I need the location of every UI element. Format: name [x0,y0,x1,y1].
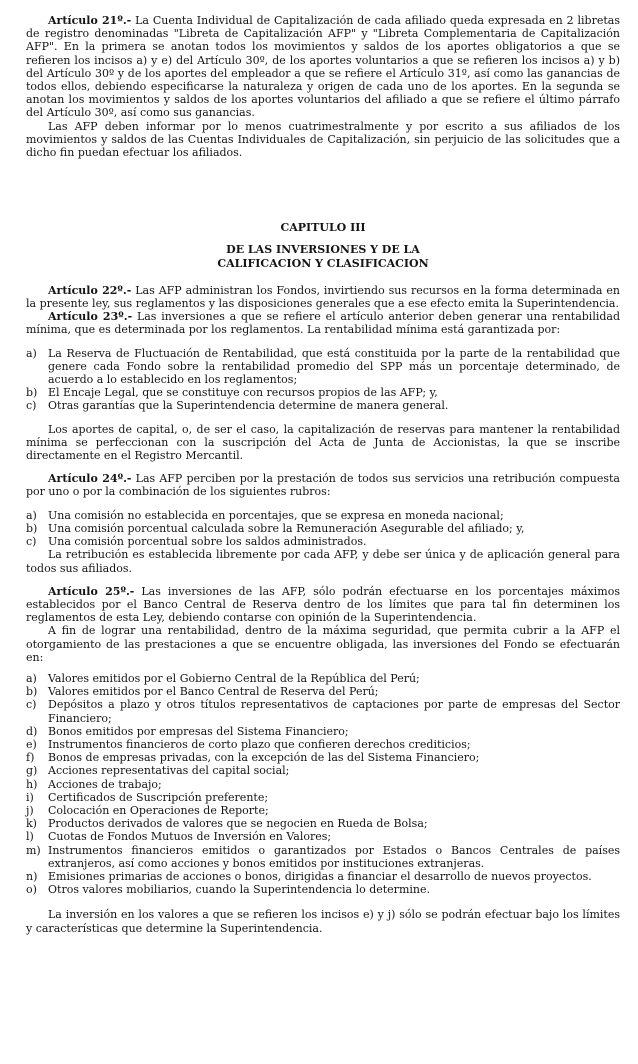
article-23-heading: Artículo 23º.- [48,310,133,324]
article-22-text: Las AFP administran los Fondos, invirtiendo sus recursos en la forma determinada en la presente ley, sus reglamentos y las disposiciones generales que a ese efecto emita la Superintendencia. [26,283,621,311]
article-24-paragraph [26,472,620,498]
article-23-list [26,347,620,413]
article-24-text: Las AFP perciben por la prestación de todos sus servicios una retribución compuesta por uno o por la combinación de los siguientes rubros: [26,472,620,499]
list-item: f) Bonos de empresas privadas, con la excepción de las del Sistema Financiero; [26,751,480,765]
list-item: i) Certificados de Suscripción preferente; [26,790,269,804]
list-item: m) Instrumentos financieros emitidos o garantizados por Estados o Bancos Centrales de países extranjeros, así como acciones y bonos emitidos por instituciones extranjeras. [26,843,620,870]
list-item: e) Instrumentos financieros de corto plazo que confieren derechos crediticios; [26,737,471,751]
article-25-paragraph [26,585,620,625]
list-item: d) Bonos emitidos por empresas del Sistema Financiero; [26,724,349,738]
list-item: n) Emisiones primarias de acciones o bonos, dirigidas a financiar el desarrollo de nuevos proyectos. [26,869,592,883]
list-item: c) Una comisión porcentual sobre los saldos administrados. [26,535,367,549]
list-item: j) Colocación en Operaciones de Reporte; [26,803,269,817]
list-item: b) El Encaje Legal, que se constituye con recursos propios de las AFP; y, [26,386,438,400]
list-item: c) Depósitos a plazo y otros títulos representativos de captaciones por parte de empresas del Sector Financiero; [26,698,620,725]
article-23-paragraph [26,310,620,336]
article-25-text: Las inversiones de las AFP, sólo podrán efectuarse en los porcentajes máximos establecidos por el Banco Central de Reserva dentro de los límites que para tal fin determinen los reglamentos de esta Ley, debiendo contarse con opinión de la Superintendencia. [26,584,620,625]
article-22-heading: Artículo 22º.- [48,283,132,297]
list-item: k) Productos derivados de valores que se negocien en Rueda de Bolsa; [26,817,428,831]
article-25-paragraph-2: A fin de lograr una rentabilidad, dentro de la máxima seguridad, que permita cubrir a la AFP el otorgamiento de las prestaciones a que se encuentre obligada, las inversiones del Fondo se efectuarán en: [26,624,620,664]
list-item: a) Valores emitidos por el Gobierno Central de la República del Perú; [26,671,420,685]
article-21-paragraph-2: Las AFP deben informar por lo menos cuatrimestralmente y por escrito a sus afiliados de los movimientos y saldos de las Cuentas Individuales de Capitalización, sin perjuicio de las solicitudes que a dicho fin puedan efectuar los afiliados. [26,119,620,160]
list-item: b) Valores emitidos por el Banco Central de Reserva del Perú; [26,685,379,699]
article-25-heading: Artículo 25º.- [48,584,135,598]
article-21-paragraph [26,14,620,120]
article-22-paragraph [26,284,620,310]
chapter-title-line-2: CALIFICACION Y CLASIFICACION [217,256,429,270]
article-25-closing: La inversión en los valores a que se refieren los incisos e) y j) sólo se podrán efectuar bajo los límites y características que determine la Superintendencia. [26,908,620,935]
list-item: g) Acciones representativas del capital social; [26,764,290,778]
article-24-heading: Artículo 24º.- [48,472,132,486]
article-24-list [26,509,620,549]
article-23-text: Las inversiones a que se refiere el artículo anterior deben generar una rentabilidad mínima, que es determinada por los reglamentos. La rentabilidad mínima está garantizada por: [26,310,620,337]
article-25-list [26,672,620,896]
list-item: c) Otras garantías que la Superintendencia determine de manera general. [26,399,449,413]
article-21-text: La Cuenta Individual de Capitalización de cada afiliado queda expresada en 2 libretas de registro denominadas "Libreta de Capitalización AFP" y "Libreta Complementaria de Capitalización AFP". En la primera se anotan todos los movimientos y saldos de los aportes obligatorios a que se refieren los incisos a) y e) del Artículo 30º, de los aportes voluntarios a que se refieren los incisos a) y b) del Artículo 30º y de los aportes del empleador a que se refiere el Artículo 31º, así como las ganancias de todos ellos, debiendo especificarse la naturaleza y origen de cada uno de los aportes. En la segunda se anotan los movimientos y saldos de los aportes voluntarios del afiliado a que se refiere el último párrafo del Artículo 30º, así como sus ganancias. [26,14,620,120]
article-23-closing: Los aportes de capital, o, de ser el caso, la capitalización de reservas para mantener la rentabilidad mínima se perfeccionan con la suscripción del Acta de Junta de Accionistas, la que se inscribe directamente en el Registro Mercantil. [26,422,620,463]
list-item: b) Una comisión porcentual calculada sobre la Remuneración Asegurable del afiliado; y, [26,521,525,535]
chapter-number: CAPITULO III [280,221,366,235]
article-24-closing: La retribución es establecida libremente por cada AFP, y debe ser única y de aplicación general para todos sus afiliados. [26,548,620,575]
list-item: a) Una comisión no establecida en porcentajes, que se expresa en moneda nacional; [26,508,504,522]
list-item: h) Acciones de trabajo; [26,777,162,791]
list-item: l) Cuotas de Fondos Mutuos de Inversión en Valores; [26,830,332,844]
list-item: a) La Reserva de Fluctuación de Rentabilidad, que está constituida por la parte de la rentabilidad que genere cada Fondo sobre la rentabilidad promedio del SPP más un porcentaje determinado, de acuerdo a lo establecido en los reglamentos; [26,346,620,387]
article-21-heading: Artículo 21º.- [48,14,132,27]
list-item: o) Otros valores mobiliarios, cuando la Superintendencia lo determine. [26,883,430,897]
chapter-title-line-1: DE LAS INVERSIONES Y DE LA [226,243,420,257]
